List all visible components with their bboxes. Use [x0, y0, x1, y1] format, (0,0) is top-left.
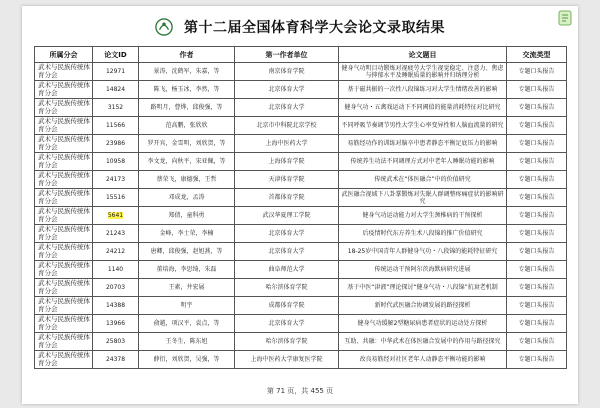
column-header-authors: 作者 [139, 47, 235, 63]
cell-paper-id [93, 207, 139, 225]
cell-type: 专题口头报告 [507, 171, 567, 189]
cell-authors: 俞越，项汉平，袁点，等 [139, 315, 235, 333]
cell-unit: 北京体育大学 [235, 81, 339, 99]
cell-association: 武术与民族传统体育分会 [35, 261, 93, 279]
cell-paper-id: 15516 [93, 189, 139, 207]
cell-authors: 范高鹏，张欣欣 [139, 117, 235, 135]
cell-topic: 传统养生功法不同调理方式对中老年人睡眠功能的影响 [339, 153, 507, 171]
cell-paper-id: 20703 [93, 279, 139, 297]
cell-type: 专题口头报告 [507, 99, 567, 117]
cell-authors: 蔡荣飞，康德强，王哲 [139, 171, 235, 189]
cell-type: 专题口头报告 [507, 63, 567, 81]
table-row [35, 207, 567, 225]
cell-unit: 上海体育学院 [235, 153, 339, 171]
table-row [35, 99, 567, 117]
cell-paper-id: 14388 [93, 297, 139, 315]
cell-topic: 传统运动干预阿尔茨海默病研究进展 [339, 261, 507, 279]
cell-type: 专题口头报告 [507, 297, 567, 315]
table-row [35, 189, 567, 207]
cell-paper-id: 21243 [93, 225, 139, 243]
table-row [35, 135, 567, 153]
table-row [35, 63, 567, 81]
cell-type: 专题口头报告 [507, 225, 567, 243]
cell-authors: 路明月，曹烨，邱俊强，等 [139, 99, 235, 117]
cell-type: 专题口头报告 [507, 81, 567, 99]
table-row [35, 279, 567, 297]
cell-topic: 健身气功明目功锻炼对视疲劳大学生视觉稳定、注意力、焦虑与抑郁水平及睡眠质量的影响并归纳理分析 [339, 63, 507, 81]
column-header-association: 所属分会 [35, 47, 93, 63]
page-footer: 第 71 页，共 455 页 [266, 387, 334, 395]
cell-type: 专题口头报告 [507, 333, 567, 351]
cell-paper-id: 24212 [93, 243, 139, 261]
column-header-paper-id: 论文ID [93, 47, 139, 63]
cell-topic: 武医融合视域下八卦掌锻炼对失眠人群调整疼痛症状的影响研究 [339, 189, 507, 207]
conference-logo-icon [155, 18, 173, 36]
cell-topic: 健身气功缓解2型糖尿病患者症状的运动处方探析 [339, 315, 507, 333]
cell-association: 武术与民族传统体育分会 [35, 297, 93, 315]
cell-topic: 新时代武医融合协调发展的路径探析 [339, 297, 507, 315]
cell-topic: 健身气功运动能力对大学生颈椎病的干预探析 [339, 207, 507, 225]
cell-association: 武术与民族传统体育分会 [35, 351, 93, 369]
cell-authors: 金峰，李士荣，李楠 [139, 225, 235, 243]
cell-unit: 北京体育大学 [235, 315, 339, 333]
cell-paper-id: 23986 [93, 135, 139, 153]
cell-paper-id: 10958 [93, 153, 139, 171]
cell-topic: 易筋经功作的训练对脑卒中患者静态平衡足底压力的影响 [339, 135, 507, 153]
cell-unit: 北京体育大学 [235, 99, 339, 117]
table-row [35, 315, 567, 333]
cell-association: 武术与民族传统体育分会 [35, 63, 93, 81]
cell-association: 武术与民族传统体育分会 [35, 279, 93, 297]
cell-unit: 南京体育学院 [235, 63, 339, 81]
cell-type: 专题口头报告 [507, 351, 567, 369]
cell-topic: 后疫情时代东方养生术八段锦的推广价值研究 [339, 225, 507, 243]
cell-unit: 哈尔滨体育学院 [235, 333, 339, 351]
cell-unit: 上海中医药大学 [235, 135, 339, 153]
cell-association: 武术与民族传统体育分会 [35, 315, 93, 333]
table-row [35, 297, 567, 315]
cell-type: 专题口头报告 [507, 153, 567, 171]
cell-association: 武术与民族传统体育分会 [35, 207, 93, 225]
cell-unit: 北京体育大学 [235, 225, 339, 243]
table-row [35, 81, 567, 99]
cell-topic: 改良易筋经对社区老年人动静态平衡功能的影响 [339, 351, 507, 369]
cell-authors: 唐卿，邱俊强，赵旭燕，等 [139, 243, 235, 261]
table-row [35, 117, 567, 135]
cell-association: 武术与民族传统体育分会 [35, 225, 93, 243]
cell-association: 武术与民族传统体育分会 [35, 117, 93, 135]
cell-paper-id: 13966 [93, 315, 139, 333]
cell-association: 武术与民族传统体育分会 [35, 153, 93, 171]
cell-authors: 郑倩，童科勇 [139, 207, 235, 225]
cell-unit: 曲阜师范大学 [235, 261, 339, 279]
cell-topic: 基于中医“津液”理论探讨“健身气功・八段锦”抗衰老机制 [339, 279, 507, 297]
cell-type: 专题口头报告 [507, 261, 567, 279]
cell-paper-id: 14824 [93, 81, 139, 99]
cell-topic: 18-25岁中国青年人群健身气功・八段锦的能耗特征研究 [339, 243, 507, 261]
cell-association: 武术与民族传统体育分会 [35, 171, 93, 189]
column-header-type: 交流类型 [507, 47, 567, 63]
cell-authors: 薛衍，刘欣贺，吴强，等 [139, 351, 235, 369]
cell-unit: 北京体育大学 [235, 243, 339, 261]
cell-type: 专题口头报告 [507, 117, 567, 135]
cell-type: 专题口头报告 [507, 243, 567, 261]
cell-paper-id: 12971 [93, 63, 139, 81]
cell-paper-id: 25803 [93, 333, 139, 351]
cell-association: 武术与民族传统体育分会 [35, 189, 93, 207]
cell-authors: 明宇 [139, 297, 235, 315]
cell-paper-id: 24378 [93, 351, 139, 369]
table-row [35, 171, 567, 189]
cell-unit: 北京市中科院北京学校 [235, 117, 339, 135]
cell-authors: 陈飞，杨玉冰，李然，等 [139, 81, 235, 99]
cell-association: 武术与民族传统体育分会 [35, 333, 93, 351]
document-title: 第十二届全国体育科学大会论文录取结果 [184, 19, 446, 36]
document-page [22, 6, 578, 404]
cell-topic: 不同呼吸节奏调节男性大学生心率变异性和人脑血流量的研究 [339, 117, 507, 135]
highlighted-paper-id: 5641 [107, 212, 124, 219]
cell-association: 武术与民族传统体育分会 [35, 135, 93, 153]
cell-unit: 武汉华夏理工学院 [235, 207, 339, 225]
cell-type: 专题口头报告 [507, 315, 567, 333]
cell-association: 武术与民族传统体育分会 [35, 99, 93, 117]
cell-paper-id: 11566 [93, 117, 139, 135]
column-header-topic: 论文题目 [339, 47, 507, 63]
cell-unit: 天津体育学院 [235, 171, 339, 189]
cell-unit: 成都体育学院 [235, 297, 339, 315]
column-header-unit: 第一作者单位 [235, 47, 339, 63]
cell-authors: 董培海，李思绮，朱磊 [139, 261, 235, 279]
cell-type: 专题口头报告 [507, 189, 567, 207]
cell-paper-id: 3152 [93, 99, 139, 117]
cell-authors: 王素，井宏展 [139, 279, 235, 297]
cell-paper-id: 1140 [93, 261, 139, 279]
cell-type: 专题口头报告 [507, 135, 567, 153]
results-table [34, 46, 567, 369]
cell-unit: 上海中医药大学康复医学院 [235, 351, 339, 369]
document-header [22, 16, 578, 40]
table-row [35, 153, 567, 171]
cell-type: 专题口头报告 [507, 207, 567, 225]
cell-topic: 健身气功・五禽戏运动下不同阈值的能量消耗特征对比研究 [339, 99, 507, 117]
cell-authors: 景涛，沈鹤军，朱嘉，等 [139, 63, 235, 81]
table-row [35, 243, 567, 261]
cell-topic: 传统武术在“体医融合”中的价值研究 [339, 171, 507, 189]
table-row [35, 225, 567, 243]
cell-unit: 首都体育学院 [235, 189, 339, 207]
table-row [35, 333, 567, 351]
cell-authors: 邓成龙，孟涛 [139, 189, 235, 207]
cell-topic: 基于磁共振的一次性八段锦练习对大学生情绪改善的影响 [339, 81, 507, 99]
table-row [35, 261, 567, 279]
cell-type: 专题口头报告 [507, 279, 567, 297]
cell-association: 武术与民族传统体育分会 [35, 243, 93, 261]
cell-authors: 李文龙，向秋平，宋亚佩，等 [139, 153, 235, 171]
table-row [35, 351, 567, 369]
cell-association: 武术与民族传统体育分会 [35, 81, 93, 99]
table-header-row [35, 47, 567, 63]
cell-authors: 王冬生，陈东旭 [139, 333, 235, 351]
cell-unit: 哈尔滨体育学院 [235, 279, 339, 297]
cell-authors: 罗开宾，金雪明，刘欣贺，等 [139, 135, 235, 153]
cell-topic: 互助、共融：中华武术在体医融合发展中的作用与路径探究 [339, 333, 507, 351]
cell-paper-id: 24173 [93, 171, 139, 189]
